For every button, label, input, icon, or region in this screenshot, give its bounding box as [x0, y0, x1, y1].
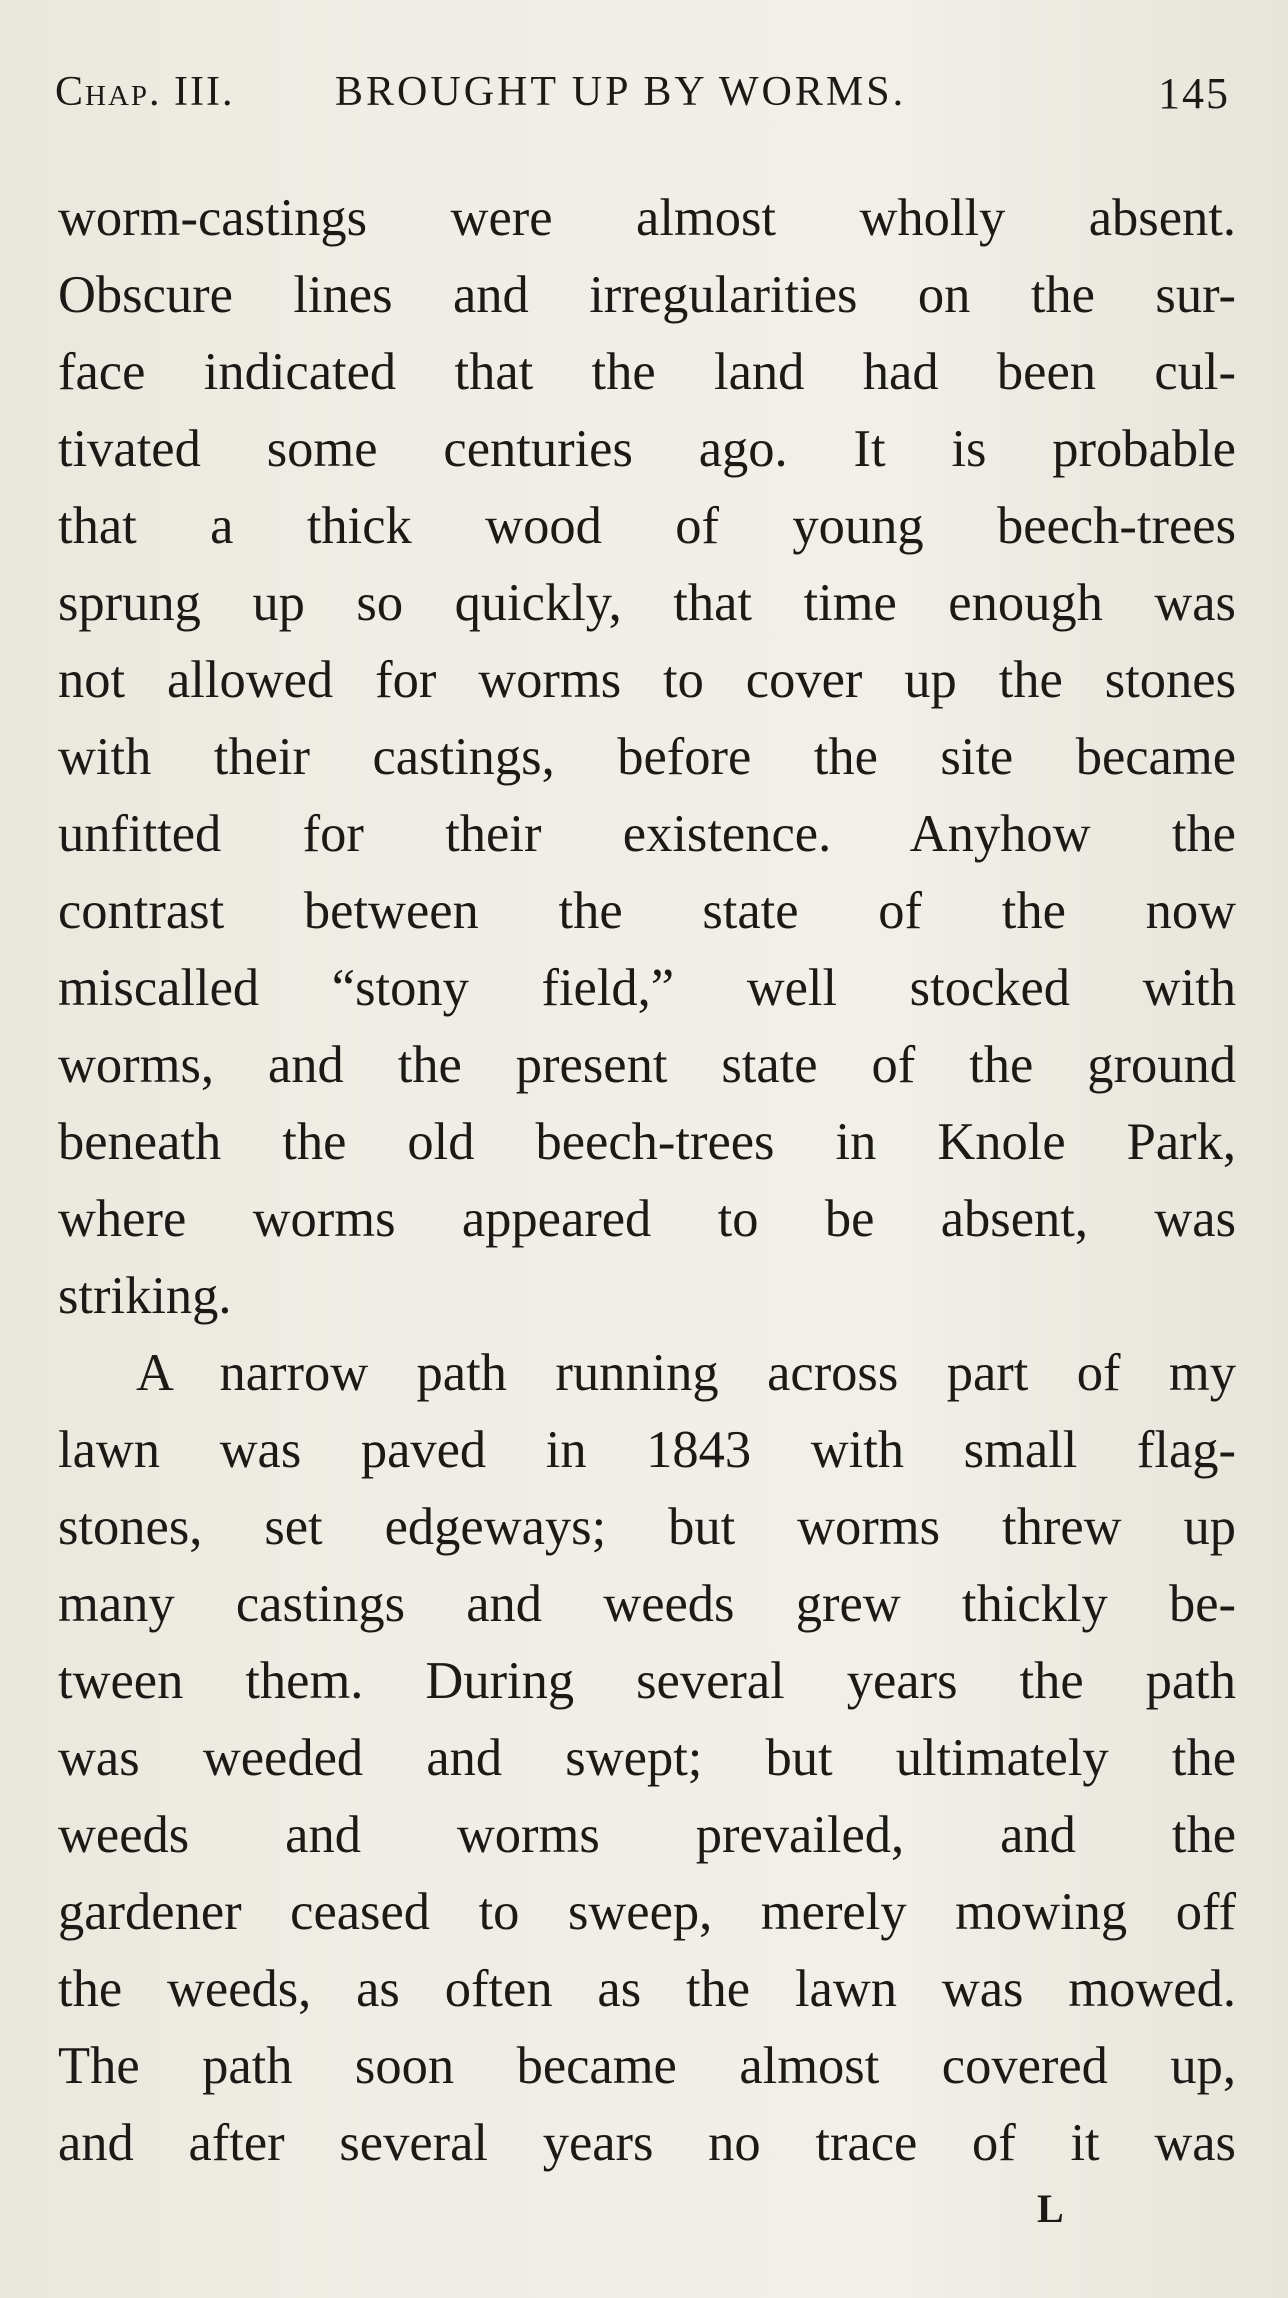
text-line: and after several years no trace of it was	[58, 2114, 1236, 2172]
text-line: the weeds, as often as the lawn was mowed.	[58, 1960, 1236, 2018]
text-line: tween them. During several years the path	[58, 1652, 1236, 1710]
text-line: A narrow path running across part of my	[136, 1344, 1236, 1402]
paragraph-1	[58, 180, 1236, 1335]
text-line: striking.	[58, 1267, 232, 1325]
text-line: face indicated that the land had been cul-	[58, 343, 1236, 401]
text-line: Obscure lines and irregularities on the sur-	[58, 266, 1236, 324]
text-line: gardener ceased to sweep, merely mowing off	[58, 1883, 1236, 1941]
text-line: contrast between the state of the now	[58, 882, 1236, 940]
text-line: worm-castings were almost wholly absent.	[58, 189, 1236, 247]
text-line: beneath the old beech-trees in Knole Park,	[58, 1113, 1236, 1171]
text-line: The path soon became almost covered up,	[58, 2037, 1236, 2095]
text-line: that a thick wood of young beech-trees	[58, 497, 1236, 555]
text-line: tivated some centuries ago. It is probable	[58, 420, 1236, 478]
running-head	[55, 68, 1230, 128]
text-line: unfitted for their existence. Anyhow the	[58, 805, 1236, 863]
text-line: worms, and the present state of the ground	[58, 1036, 1236, 1094]
page-number: 145	[1158, 69, 1230, 118]
text-line: stones, set edgeways; but worms threw up	[58, 1498, 1236, 1556]
chapter-label: Chap. III.	[55, 69, 235, 115]
text-line: lawn was paved in 1843 with small flag-	[58, 1421, 1236, 1479]
text-line: many castings and weeds grew thickly be-	[58, 1575, 1236, 1633]
text-line: with their castings, before the site became	[58, 728, 1236, 786]
text-line: weeds and worms prevailed, and the	[58, 1806, 1236, 1864]
text-line: was weeded and swept; but ultimately the	[58, 1729, 1236, 1787]
text-line: miscalled “stony field,” well stocked with	[58, 959, 1236, 1017]
signature-mark: L	[1037, 2186, 1065, 2231]
running-title: BROUGHT UP BY WORMS.	[335, 69, 907, 115]
text-line: where worms appeared to be absent, was	[58, 1190, 1236, 1248]
body-text	[58, 180, 1236, 2182]
paragraph-2	[58, 1335, 1236, 2182]
text-line: not allowed for worms to cover up the stones	[58, 651, 1236, 709]
text-line: sprung up so quickly, that time enough was	[58, 574, 1236, 632]
